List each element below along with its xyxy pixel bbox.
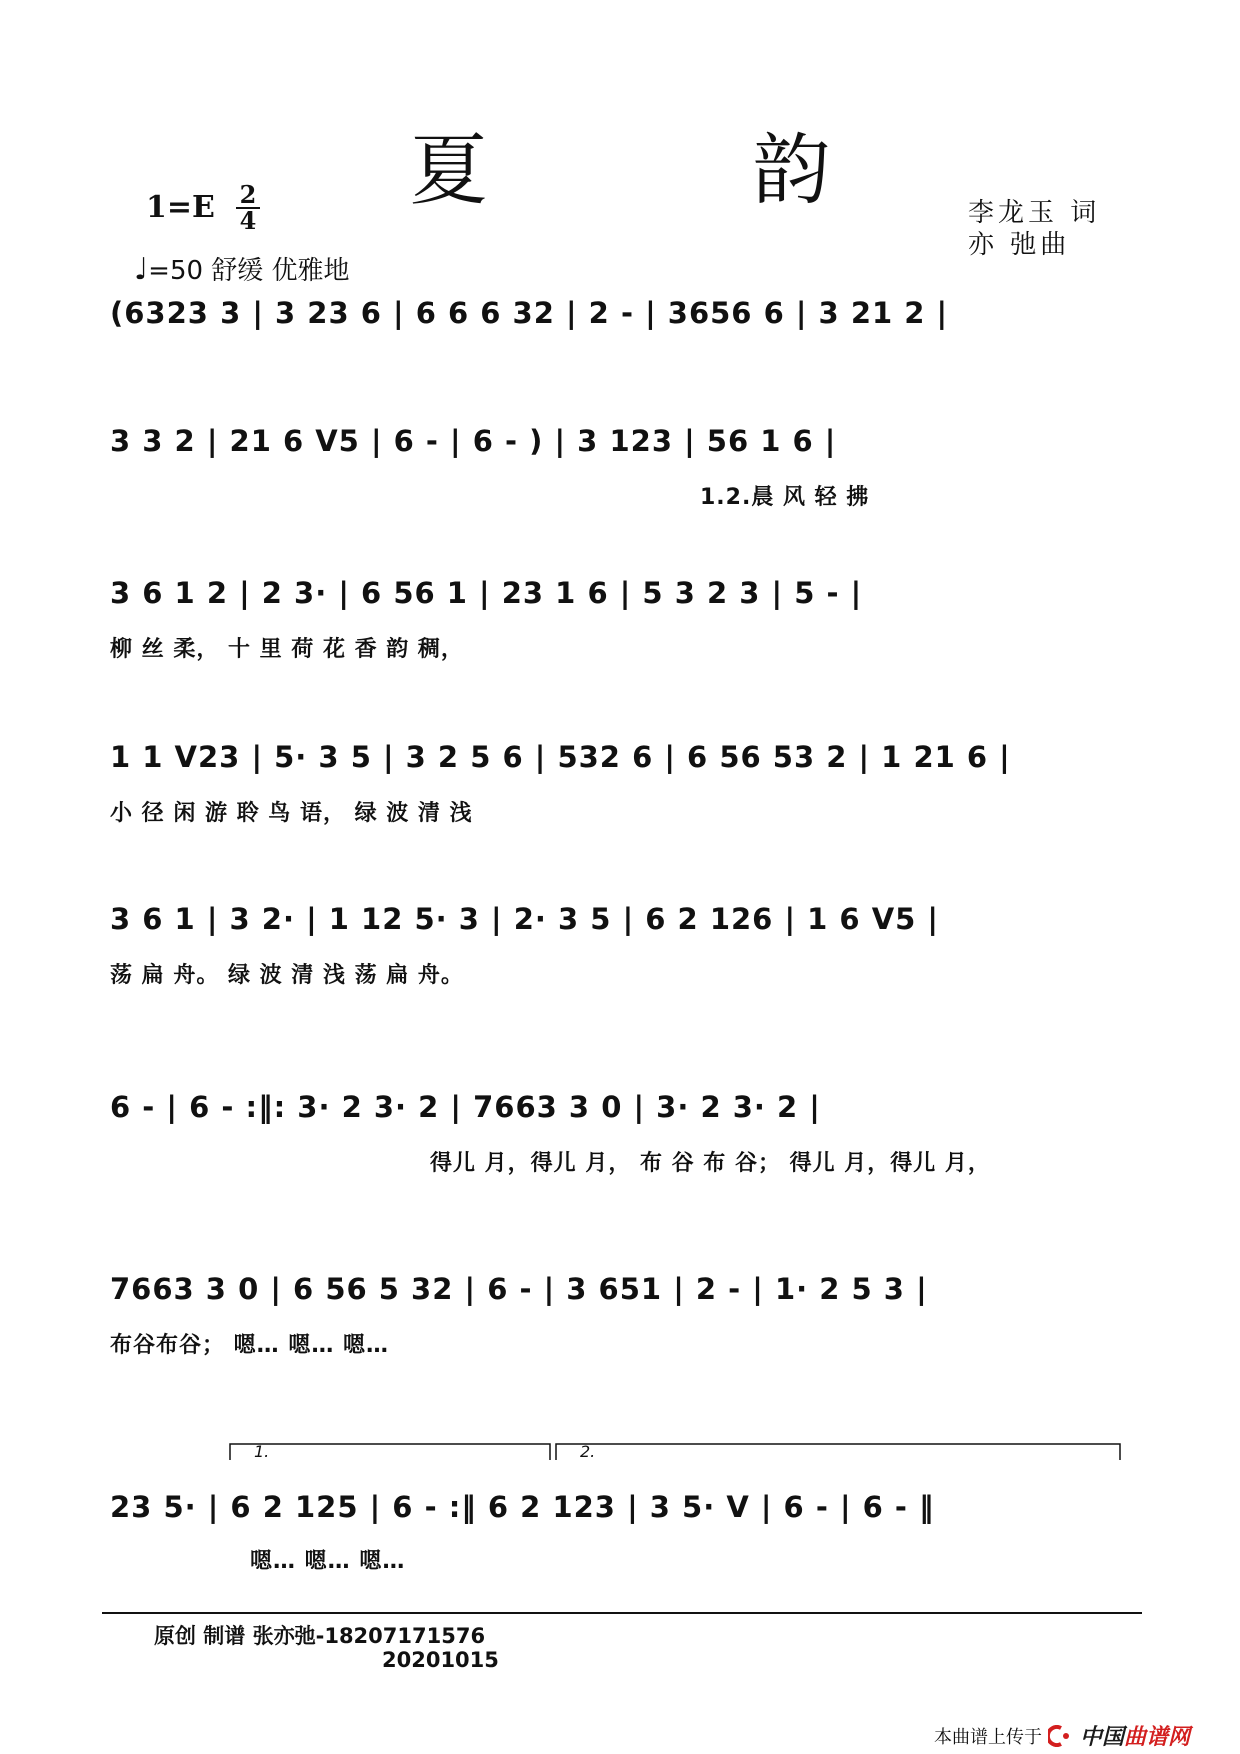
tempo-value: =50: [148, 256, 204, 286]
system-8-melody: 23 5· | 6 2 125 | 6 - :‖ 6 2 123 | 3 5· V | 6 - | 6 - ‖: [110, 1490, 935, 1524]
site-logo-icon: [1048, 1725, 1074, 1747]
volta-2-label: 2.: [580, 1442, 596, 1461]
system-6-lyrics: 得儿 月，得儿 月， 布 谷 布 谷； 得儿 月，得儿 月，: [430, 1151, 991, 1176]
upload-notice: [934, 1720, 1190, 1751]
key-signature: 1=E: [146, 190, 215, 225]
system-2-melody: 3 3 2 | 21 6 V5 | 6 - | 6 - ) | 3 123 | 56 1 6 |: [110, 424, 837, 458]
system-1-melody: (6323 3 | 3 23 6 | 6 6 6 32 | 2 - | 3656 6 | 3 21 2 |: [110, 296, 949, 330]
system-5-lyrics: 荡 扁 舟。 绿 波 清 浅 荡 扁 舟。: [110, 963, 464, 988]
system-4-melody: 1 1 V23 | 5· 3 5 | 3 2 5 6 | 532 6 | 6 56 53 2 | 1 21 6 |: [110, 740, 1011, 774]
tempo-text: 舒缓 优雅地: [211, 256, 350, 286]
tempo-marking: [134, 250, 350, 287]
score-system-2: [110, 424, 1140, 534]
score-system-7: [110, 1272, 1140, 1382]
score-system-4: [110, 740, 1140, 850]
system-6-melody: 6 - | 6 - :‖: 3· 2 3· 2 | 7663 3 0 | 3· 2 3· 2 |: [110, 1090, 821, 1124]
time-sig-top: 2: [239, 180, 257, 209]
system-7-lyrics: 布谷布谷； 嗯… 嗯… 嗯…: [110, 1333, 389, 1358]
footer-credit-line-1: 原创 制谱 张亦弛-18207171576: [154, 1624, 486, 1648]
footer-rule: [102, 1612, 1142, 1614]
composer-credit: 亦 弛曲: [968, 230, 1071, 260]
system-2-lyrics: 1.2.晨 风 轻 拂: [700, 485, 870, 510]
system-8-lyrics: 嗯… 嗯… 嗯…: [250, 1549, 406, 1574]
lyricist-credit: 李龙玉 词: [968, 198, 1101, 228]
system-3-melody: 3 6 1 2 | 2 3· | 6 56 1 | 23 1 6 | 5 3 2 3 | 5 - |: [110, 576, 863, 610]
quarter-note-icon: ♩: [134, 252, 149, 287]
logo-text-a: 中国: [1079, 1725, 1124, 1750]
system-4-lyrics: 小 径 闲 游 聆 鸟 语， 绿 波 清 浅: [110, 801, 473, 826]
time-signature: [236, 180, 260, 235]
system-5-melody: 3 6 1 | 3 2· | 1 12 5· 3 | 2· 3 5 | 6 2 126 | 1 6 V5 |: [110, 902, 939, 936]
time-sig-bottom: 4: [239, 206, 257, 235]
footer-credit-line-2: 20201015: [382, 1648, 499, 1672]
score-system-3: [110, 576, 1140, 686]
volta-1-label: 1.: [254, 1442, 270, 1461]
song-title: 夏 韵: [409, 126, 951, 216]
score-system-6: [110, 1090, 1140, 1200]
score-system-1: [110, 296, 1140, 406]
logo-text-b: 曲谱网: [1123, 1725, 1190, 1750]
upload-text: 本曲谱上传于: [933, 1726, 1042, 1748]
site-logo-text[interactable]: [1080, 1720, 1190, 1751]
system-3-lyrics: 柳 丝 柔， 十 里 荷 花 香 韵 稠，: [110, 637, 464, 662]
score-system-5: [110, 902, 1140, 1012]
system-7-melody: 7663 3 0 | 6 56 5 32 | 6 - | 3 651 | 2 - | 1· 2 5 3 |: [110, 1272, 928, 1306]
score-system-8: [110, 1440, 1140, 1580]
